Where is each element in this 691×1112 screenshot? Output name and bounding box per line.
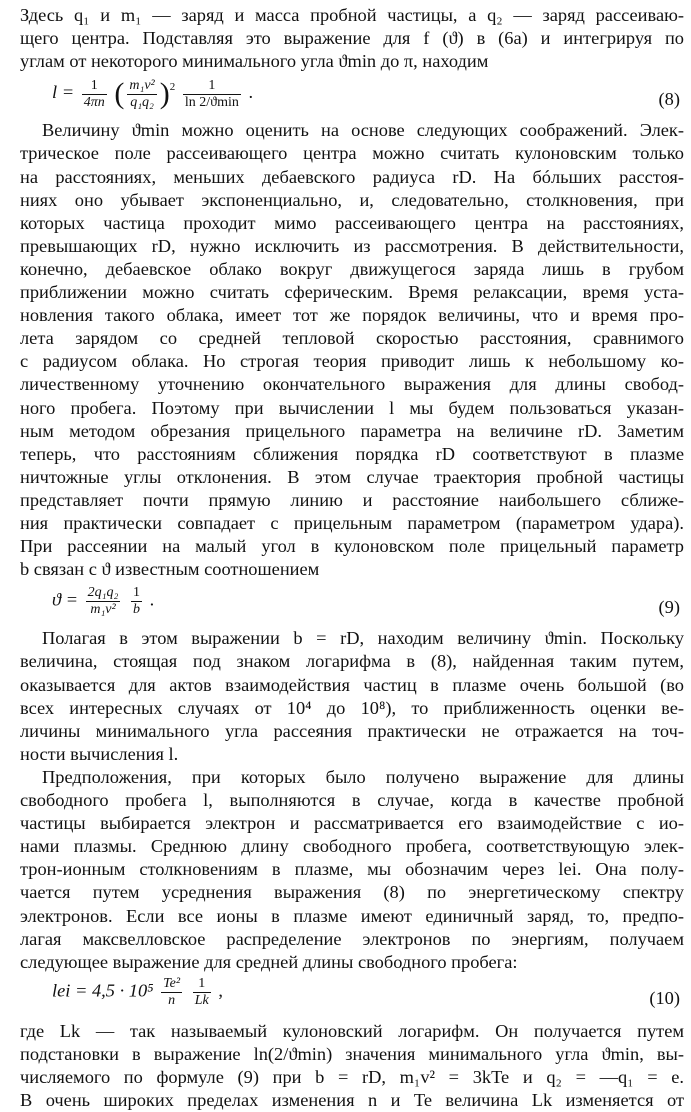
fraction-denominator: b [133,602,140,618]
equation-9 [20,583,684,631]
text-line: ным методом обрезания прицельного параметра на величине rD. Заметим [20,420,684,441]
equation-lhs: lei = 4,5 · 10⁵ [52,980,154,1001]
fraction-numerator: 1 [133,585,140,601]
fraction [86,585,121,618]
text-line: нами плазмы. Среднюю длину свободного пробега, соответствующую элек- [20,836,684,857]
text-line: следующее выражение для средней длины свободного пробега: [20,951,518,972]
text-line: с радиусом облака. Но строгая теория приводит лишь к небольшому ко- [20,351,684,372]
text-line: лета зарядом со средней тепловой скоростью расстояния, сравнимого [20,328,684,349]
equation-punctuation: . [149,590,155,611]
text-line: Предположения, при которых было получено выражение для длины [42,766,684,787]
text-line: углам от некоторого минимального угла ϑmin до π, находим [20,51,489,72]
fraction-denominator: m₁v² [90,602,116,618]
fraction [127,78,156,111]
equation-number: (10) [649,987,680,1008]
text-line: свободного пробега l, выполняются в случае, когда в качестве пробной [20,790,684,810]
text-line: щего центра. Подставляя это выражение для f (ϑ) в (6а) и интегрируя по [20,28,684,49]
equation-lhs: l = [52,82,75,103]
text-line: числяемого по формуле (9) при b = rD, m₁v² = 3kTe и q₂ = —q₁ = e. [20,1067,684,1087]
equation-8: l = $\frac{1}{4\pi n}$ ( $\frac{\text{m₁v²}}{\text{q₁q₂}}$ )$^2$ $\frac{1}{\ln 2/ϑ\min}$ . (8) [52,77,680,111]
text-line: оказывается для актов взаимодействия частиц в плазме очень большой (во [20,674,684,695]
text-line: лагая максвелловское распределение электронов по энергиям, получаем [20,928,684,949]
fraction-denominator: ln 2/ϑmin [184,94,239,110]
fraction-numerator: Te² [163,975,181,991]
text-line: трическое поле рассеивающего центра можно считать кулоновским только [20,143,684,164]
text-line: приближении можно считать сферическим. Время релаксации, время уста- [20,282,684,302]
text-line: В очень широких пределах изменения n и Te величина Lk изменяется от [20,1090,684,1111]
fraction-denominator: Lk [194,992,209,1008]
text-line: представляет почти прямую линию и расстояние наибольшего сближе- [20,489,684,510]
text-line: где Lk — так называемый кулоновский логарифм. Он получается путем [20,1020,684,1041]
fraction-denominator: 4πn [83,94,105,110]
text-line: Величину ϑmin можно оценить на основе следующих соображений. Элек- [42,120,684,141]
fraction [131,585,142,618]
fraction-numerator: 1 [193,976,211,993]
text-line: ности вычисления l. [20,743,179,764]
equation-punctuation: , [218,980,223,1001]
text-line: чается путем усреднения выражения (8) по энергетическому спектру [20,882,684,903]
text-line: которых частица проходит мимо рассеивающего центра на расстояниях, [20,212,684,233]
fraction [82,78,107,111]
fraction-numerator: m₁v² [129,77,155,93]
text-line: При рассеянии на малый угол в кулоновском поле прицельный параметр [20,536,684,557]
text-line: всех интересных случаях от 10⁴ до 10⁸), то приближенность оценки ве- [20,697,684,718]
text-line: электронов. Если все ионы в плазме имеют единичный заряд, то, предпо- [20,905,684,926]
equation-number: (9) [658,597,680,618]
fraction [183,78,241,111]
text-line: ничтожные углы отклонения. В этом случае траектория пробной частицы [20,466,684,487]
text-line: величина, стоящая под знаком логарифма в (8), найденная таким путем, [20,651,684,672]
text-line: Здесь q₁ и m₁ — заряд и масса пробной частицы, а q₂ — заряд рассеиваю- [20,5,684,25]
text-line: частицы выбирается электрон и рассматривается его взаимодействие с ио- [20,813,684,834]
fraction [193,976,211,1009]
text-line: Полагая в этом выражении b = rD, находим величину ϑmin. Поскольку [42,628,684,649]
equation-punctuation: . [248,82,254,103]
text-line: новления такого облака, имеет тот же порядок величины, что и время про- [20,305,684,326]
text-line: личины минимального угла рассеяния практически не отражается на точ- [20,720,684,741]
text-line: ниях оно убывает экспоненциально, и, следовательно, столкновения, при [20,189,684,210]
equation-10 [20,976,684,1020]
fraction-numerator: 1 [183,78,241,95]
fraction-numerator: 2q₁q₂ [87,585,119,601]
text-line: ния практически совпадает с прицельным параметром (параметром удара). [20,513,684,533]
text-line: ного пробега. Поэтому при вычислении l мы будем пользоваться указан- [20,397,684,418]
text-line: на расстояниях, меньших дебаевского радиуса rD. На бóльших расстоя- [20,166,684,187]
text-line: теперь, что расстояниям сближения порядка rD соответствуют в плазме [20,443,684,464]
text-line: подстановки в выражение ln(2/ϑmin) значения минимального угла ϑmin, вы- [20,1043,684,1064]
fraction [161,976,182,1009]
text-line: b связан с ϑ известным соотношением [20,559,320,580]
fraction-numerator: 1 [82,78,107,95]
text-line: конечно, дебаевское облако вокруг движущегося заряда лишь в грубом [20,258,684,279]
text-line: личественному уточнению окончательного выражения для длины свобод- [20,374,684,395]
text-line: превышающих rD, нужно исключить из рассмотрения. В действительности, [20,235,684,256]
exponent: 2 [169,81,176,94]
equation-number: (8) [658,89,680,110]
text-line: трон-ионным столкновениям в плазме, мы обозначим через lei. Она полу- [20,859,684,880]
equation-lhs: ϑ = [52,590,79,611]
fraction-denominator: n [168,992,176,1008]
fraction-denominator: q₁q₂ [130,94,154,110]
